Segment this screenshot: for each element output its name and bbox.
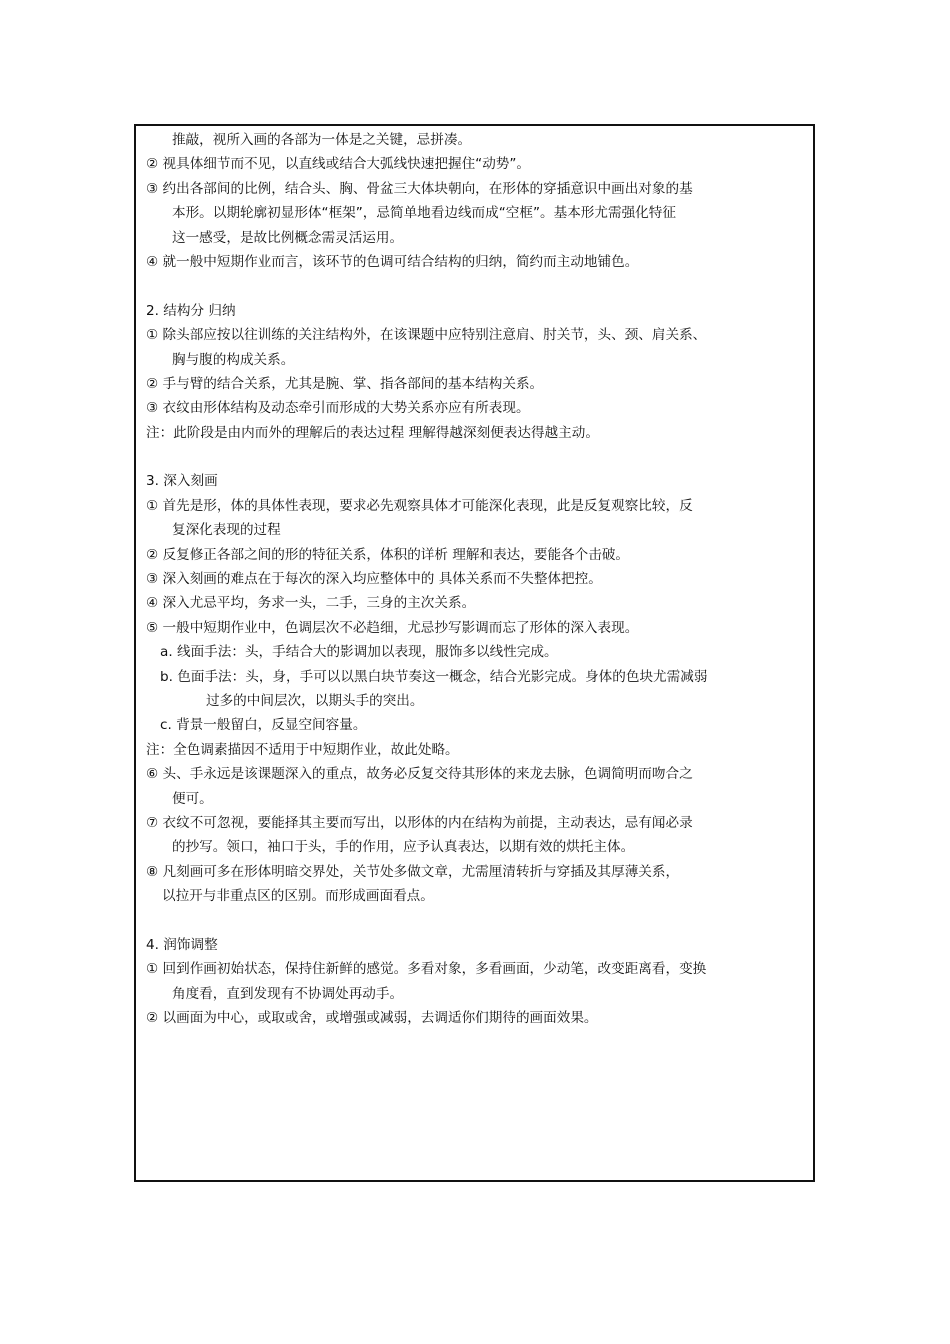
list-item: ① 回到作画初始状态，保持住新鲜的感觉。多看对象，多看画面，少动笔，改变距离看，变换 [146,961,707,978]
text-line: 过多的中间层次，以期头手的突出。 [206,692,424,709]
list-item: ④ 就一般中短期作业而言，该环节的色调可结合结构的归纳，简约而主动地铺色。 [146,253,639,270]
list-item: ② 以画面为中心，或取或舍，或增强或减弱，去调适你们期待的画面效果。 [146,1010,598,1027]
content-frame [134,124,815,1182]
text-line: 这一感受，是故比例概念需灵活运用。 [172,229,404,246]
text-line: 便可。 [172,790,213,807]
text-line: 的抄写。领口，袖口于头，手的作用，应予认真表达，以期有效的烘托主体。 [172,839,635,856]
list-item: ③ 深入刻画的难点在于每次的深入均应整体中的 具体关系而不失整体把控。 [146,571,602,588]
sub-item: a. 线面手法：头，手结合大的影调加以表现，服饰多以线性完成。 [160,644,558,661]
list-item: ② 视具体细节而不见，以直线或结合大弧线快速把握住“动势”。 [146,156,531,173]
spacer [146,445,810,469]
sub-item: b. 色面手法：头，身，手可以以黑白块节奏这一概念，结合光影完成。身体的色块尤需减弱 [160,668,708,685]
list-item: ⑥ 头、手永远是该课题深入的重点，故务必反复交待其形体的来龙去脉，色调简明而吻合之 [146,766,693,783]
text-line: 复深化表现的过程 [172,522,281,539]
note-line: 注：此阶段是由内而外的理解后的表达过程 理解得越深刻便表达得越主动。 [146,424,599,441]
text-line: 以拉开与非重点区的区别。而形成画面看点。 [162,888,434,905]
list-item: ⑧ 凡刻画可多在形体明暗交界处，关节处多做文章，尤需厘清转折与穿插及其厚薄关系， [146,863,680,880]
section-heading: 4. 润饰调整 [146,936,218,953]
text-line: 推敲，视所入画的各部为一体是之关键，忌拼凑。 [172,132,472,148]
list-item: ② 反复修正各部之间的形的特征关系，体积的详析 理解和表达，要能各个击破。 [146,546,630,563]
note-line: 注：全色调素描因不适用于中短期作业，故此处略。 [146,741,459,758]
section-heading: 2. 结构分 归纳 [146,302,236,319]
list-item: ⑤ 一般中短期作业中，色调层次不必趋细，尤忌抄写影调而忘了形体的深入表现。 [146,619,639,636]
list-item: ③ 约出各部间的比例，结合头、胸、骨盆三大体块朝向，在形体的穿插意识中画出对象的基 [146,180,693,197]
section-heading: 3. 深入刻画 [146,473,218,490]
text-line: 本形。以期轮廓初显形体“框架”，忌简单地看边线而成“空框”。基本形尤需强化特征 [172,205,676,222]
list-item: ① 首先是形，体的具体性表现，要求必先观察具体才可能深化表现，此是反复观察比较，反 [146,497,693,514]
list-item: ④ 深入尤忌平均，务求一头，二手，三身的主次关系。 [146,595,476,612]
document-body [146,128,810,1030]
spacer [146,909,810,933]
spacer [146,274,810,298]
list-item: ① 除头部应按以往训练的关注结构外，在该课题中应特别注意肩、肘关节，头、颈、肩关系、 [146,327,707,344]
sub-item: c. 背景一般留白，反显空间容量。 [160,717,367,734]
list-item: ③ 衣纹由形体结构及动态牵引而形成的大势关系亦应有所表现。 [146,400,530,417]
list-item: ② 手与臂的结合关系，尤其是腕、掌、指各部间的基本结构关系。 [146,375,544,392]
list-item: ⑦ 衣纹不可忽视，要能择其主要而写出，以形体的内在结构为前提，主动表达，忌有闻必录 [146,814,693,831]
text-line: 胸与腹的构成关系。 [172,351,295,368]
text-line: 角度看，直到发现有不协调处再动手。 [172,985,404,1002]
